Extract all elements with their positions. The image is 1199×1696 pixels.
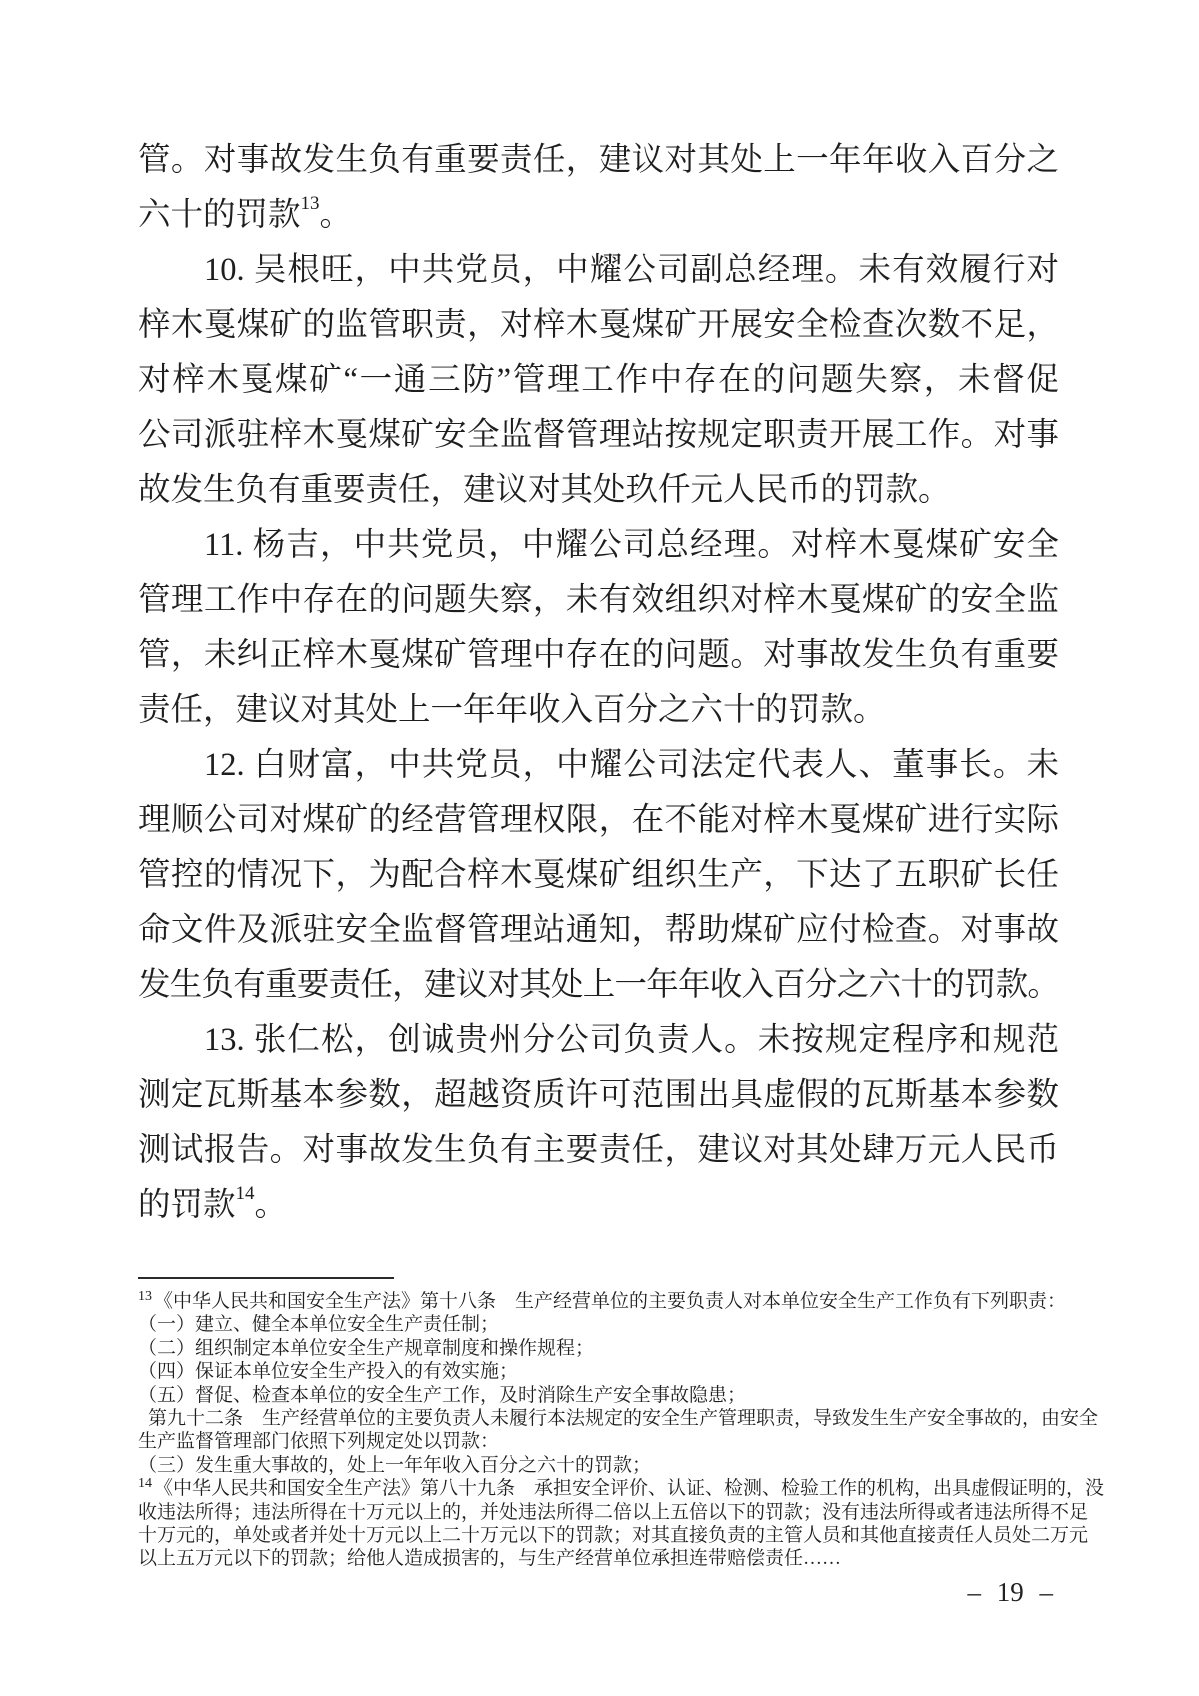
footnote-text: 《中华人民共和国安全生产法》第十八条 生产经营单位的主要负责人对本单位安全生产工作负有下列职责： [154, 1291, 1067, 1312]
footnote-marker-14: 14 [138, 1476, 152, 1492]
paragraph-line: 故发生负有重要责任，建议对其处玖仟元人民币的罚款。 [138, 472, 951, 508]
paragraph-line: 13. 张仁松，创诚贵州分公司负责人。未按规定程序和规范 [204, 1022, 1059, 1058]
footnote-line [138, 1289, 1067, 1313]
footnotes-section [138, 1277, 1105, 1571]
footnote-text: 《中华人民共和国安全生产法》第八十九条 承担安全评价、认证、检测、检验工作的机构，出具虚假证明的，没 [154, 1478, 1105, 1500]
document-body [138, 133, 1059, 1233]
paragraph-line: 10. 吴根旺，中共党员，中耀公司副总经理。未有效履行对 [204, 252, 1059, 288]
paragraph-line: 公司派驻梓木戛煤矿安全监督管理站按规定职责开展工作。对事 [138, 417, 1059, 453]
paragraph-text: 。 [319, 197, 353, 233]
paragraph-line: 测定瓦斯基本参数，超越资质许可范围出具虚假的瓦斯基本参数 [138, 1077, 1059, 1113]
paragraph-line: 管，未纠正梓木戛煤矿管理中存在的问题。对事故发生负有重要 [138, 637, 1059, 673]
footnote-line: 以上五万元以下的罚款；给他人造成损害的，与生产经营单位承担连带赔偿责任…… [138, 1548, 842, 1570]
footnote-line: （三）发生重大事故的，处上一年年收入百分之六十的罚款； [138, 1454, 652, 1476]
paragraph-line: 责任，建议对其处上一年年收入百分之六十的罚款。 [138, 692, 886, 728]
footnote-line: 第九十二条 生产经营单位的主要负责人未履行本法规定的安全生产管理职责，导致发生生产安全事故的，由安全 [148, 1408, 1099, 1430]
footnote-marker-13: 13 [138, 1289, 152, 1304]
paragraph-line [138, 1178, 1059, 1233]
page-number: – 19 – [967, 1577, 1053, 1607]
paragraph-line: 命文件及派驻安全监督管理站通知，帮助煤矿应付检查。对事故 [138, 912, 1059, 948]
paragraph-line: 发生负有重要责任，建议对其处上一年年收入百分之六十的罚款。 [138, 967, 1059, 1003]
footnote-line [138, 1476, 1105, 1500]
paragraph-line: 11. 杨吉，中共党员，中耀公司总经理。对梓木戛煤矿安全 [204, 527, 1059, 563]
paragraph-text: 。 [254, 1187, 288, 1223]
footnote-ref-13: 13 [300, 193, 320, 214]
footnote-line: （五）督促、检查本单位的安全生产工作，及时消除生产安全事故隐患； [138, 1384, 747, 1406]
footnote-line: 十万元的，单处或者并处十万元以上二十万元以下的罚款；对其直接负责的主管人员和其他直接责任人员处二万元 [138, 1525, 1089, 1547]
paragraph-line: 管控的情况下，为配合梓木戛煤矿组织生产，下达了五职矿长任 [138, 857, 1059, 893]
footnote-line: （一）建立、健全本单位安全生产责任制； [138, 1314, 500, 1336]
paragraph-line: 12. 白财富，中共党员，中耀公司法定代表人、董事长。未 [204, 747, 1059, 783]
paragraph-line: 理顺公司对煤矿的经营管理权限，在不能对梓木戛煤矿进行实际 [138, 802, 1059, 838]
footnote-line: （二）组织制定本单位安全生产规章制度和操作规程； [138, 1337, 595, 1359]
paragraph-line: 管理工作中存在的问题失察，未有效组织对梓木戛煤矿的安全监 [138, 582, 1059, 618]
footnote-line: 生产监督管理部门依照下列规定处以罚款： [138, 1431, 500, 1453]
footnote-line: （四）保证本单位安全生产投入的有效实施； [138, 1361, 519, 1383]
paragraph-line [138, 188, 1059, 243]
paragraph-line: 管。对事故发生负有重要责任，建议对其处上一年年收入百分之 [138, 142, 1059, 178]
paragraph-line: 对梓木戛煤矿“一通三防”管理工作中存在的问题失察，未督促 [138, 362, 1059, 398]
footnote-ref-14: 14 [235, 1183, 255, 1204]
footnote-line: 收违法所得；违法所得在十万元以上的，并处违法所得二倍以上五倍以下的罚款；没有违法所得或者违法所得不足 [138, 1501, 1089, 1523]
paragraph-text: 的罚款 [138, 1187, 236, 1223]
paragraph-line: 测试报告。对事故发生负有主要责任，建议对其处肆万元人民币 [138, 1132, 1059, 1168]
paragraph-text: 六十的罚款 [138, 197, 301, 233]
footnote-separator [138, 1277, 394, 1279]
paragraph-line: 梓木戛煤矿的监管职责，对梓木戛煤矿开展安全检查次数不足， [138, 307, 1059, 343]
